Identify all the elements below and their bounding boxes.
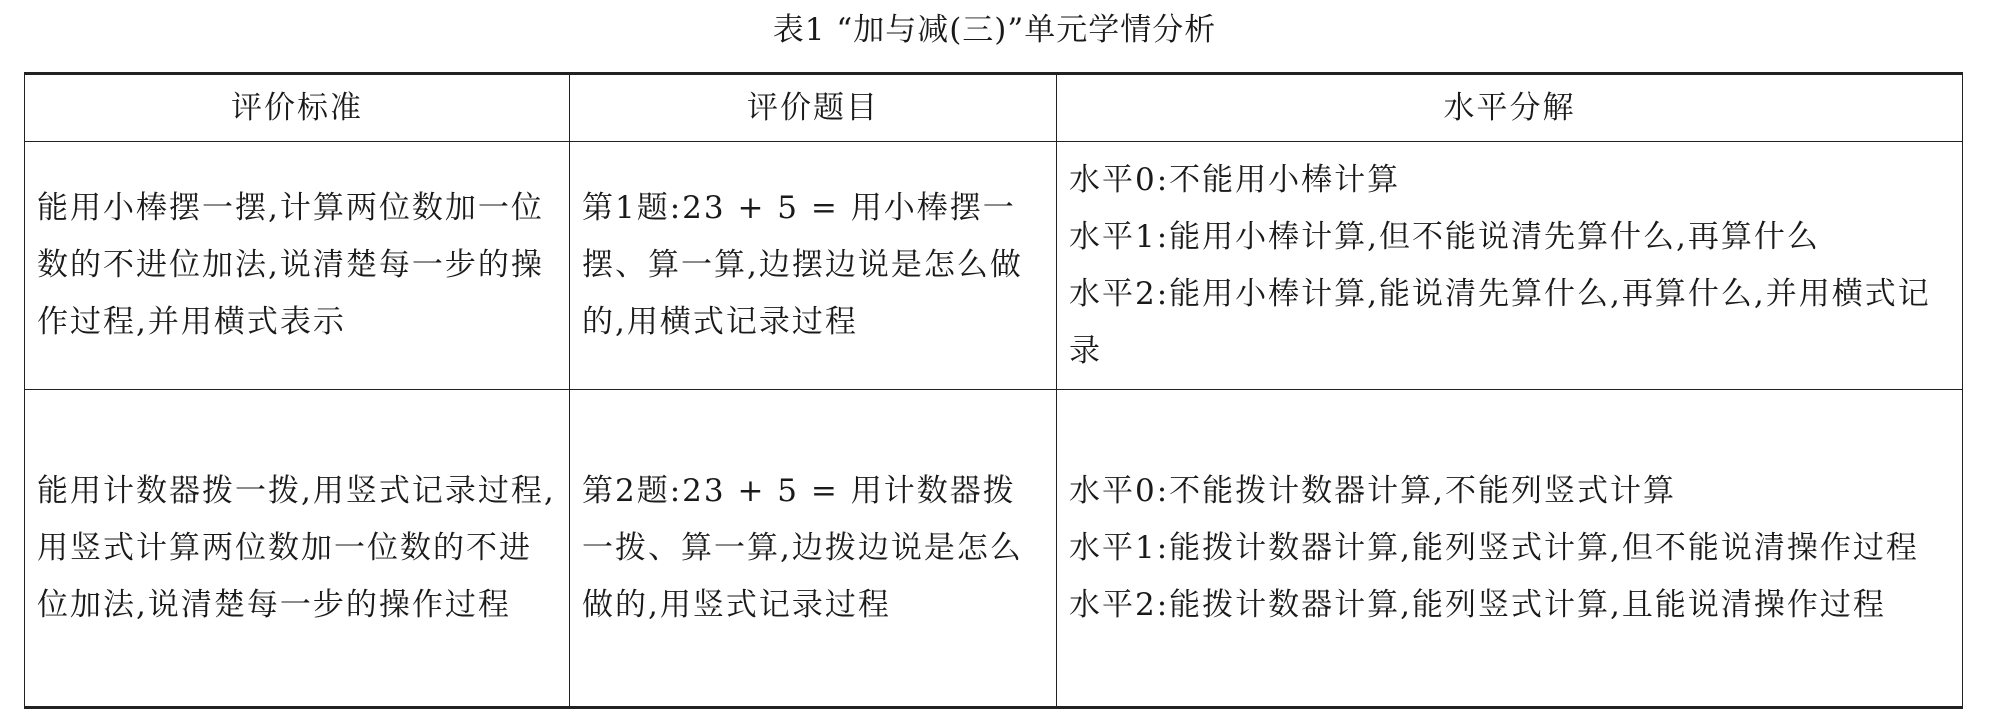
level-item: 水平1:能用小棒计算,但不能说清先算什么,再算什么 (1069, 218, 1820, 255)
question-cell: 第2题:23 + 5 = 用计数器拨一拨、算一算,边拨边说是怎么做的,用竖式记录过程 (570, 390, 1057, 708)
header-level-breakdown: 水平分解 (1057, 74, 1963, 142)
table-caption: 表1 “加与减(三)”单元学情分析 (772, 12, 1217, 48)
header-evaluation-question: 评价题目 (570, 74, 1057, 142)
header-evaluation-standard: 评价标准 (25, 74, 570, 142)
level-item: 水平2:能用小棒计算,能说清先算什么,再算什么,并用横式记录 (1069, 275, 1931, 369)
levels-cell (1057, 390, 1963, 708)
level-item: 水平0:不能拨计数器计算,不能列竖式计算 (1069, 472, 1677, 509)
standard-cell: 能用计数器拨一拨,用竖式记录过程,用竖式计算两位数加一位数的不进位加法,说清楚每一步的操作过程 (25, 390, 570, 708)
level-item: 水平0:不能用小棒计算 (1069, 161, 1401, 198)
level-item: 水平1:能拨计数器计算,能列竖式计算,但不能说清操作过程 (1069, 529, 1919, 566)
table-row (25, 142, 1963, 390)
standard-cell: 能用小棒摆一摆,计算两位数加一位数的不进位加法,说清楚每一步的操作过程,并用横式表示 (25, 142, 570, 390)
learning-analysis-table (24, 72, 1963, 709)
table-header-row (25, 74, 1963, 142)
level-item: 水平2:能拨计数器计算,能列竖式计算,且能说清操作过程 (1069, 586, 1886, 623)
table-row (25, 390, 1963, 708)
levels-cell (1057, 142, 1963, 390)
question-cell: 第1题:23 + 5 = 用小棒摆一摆、算一算,边摆边说是怎么做的,用横式记录过程 (570, 142, 1057, 390)
